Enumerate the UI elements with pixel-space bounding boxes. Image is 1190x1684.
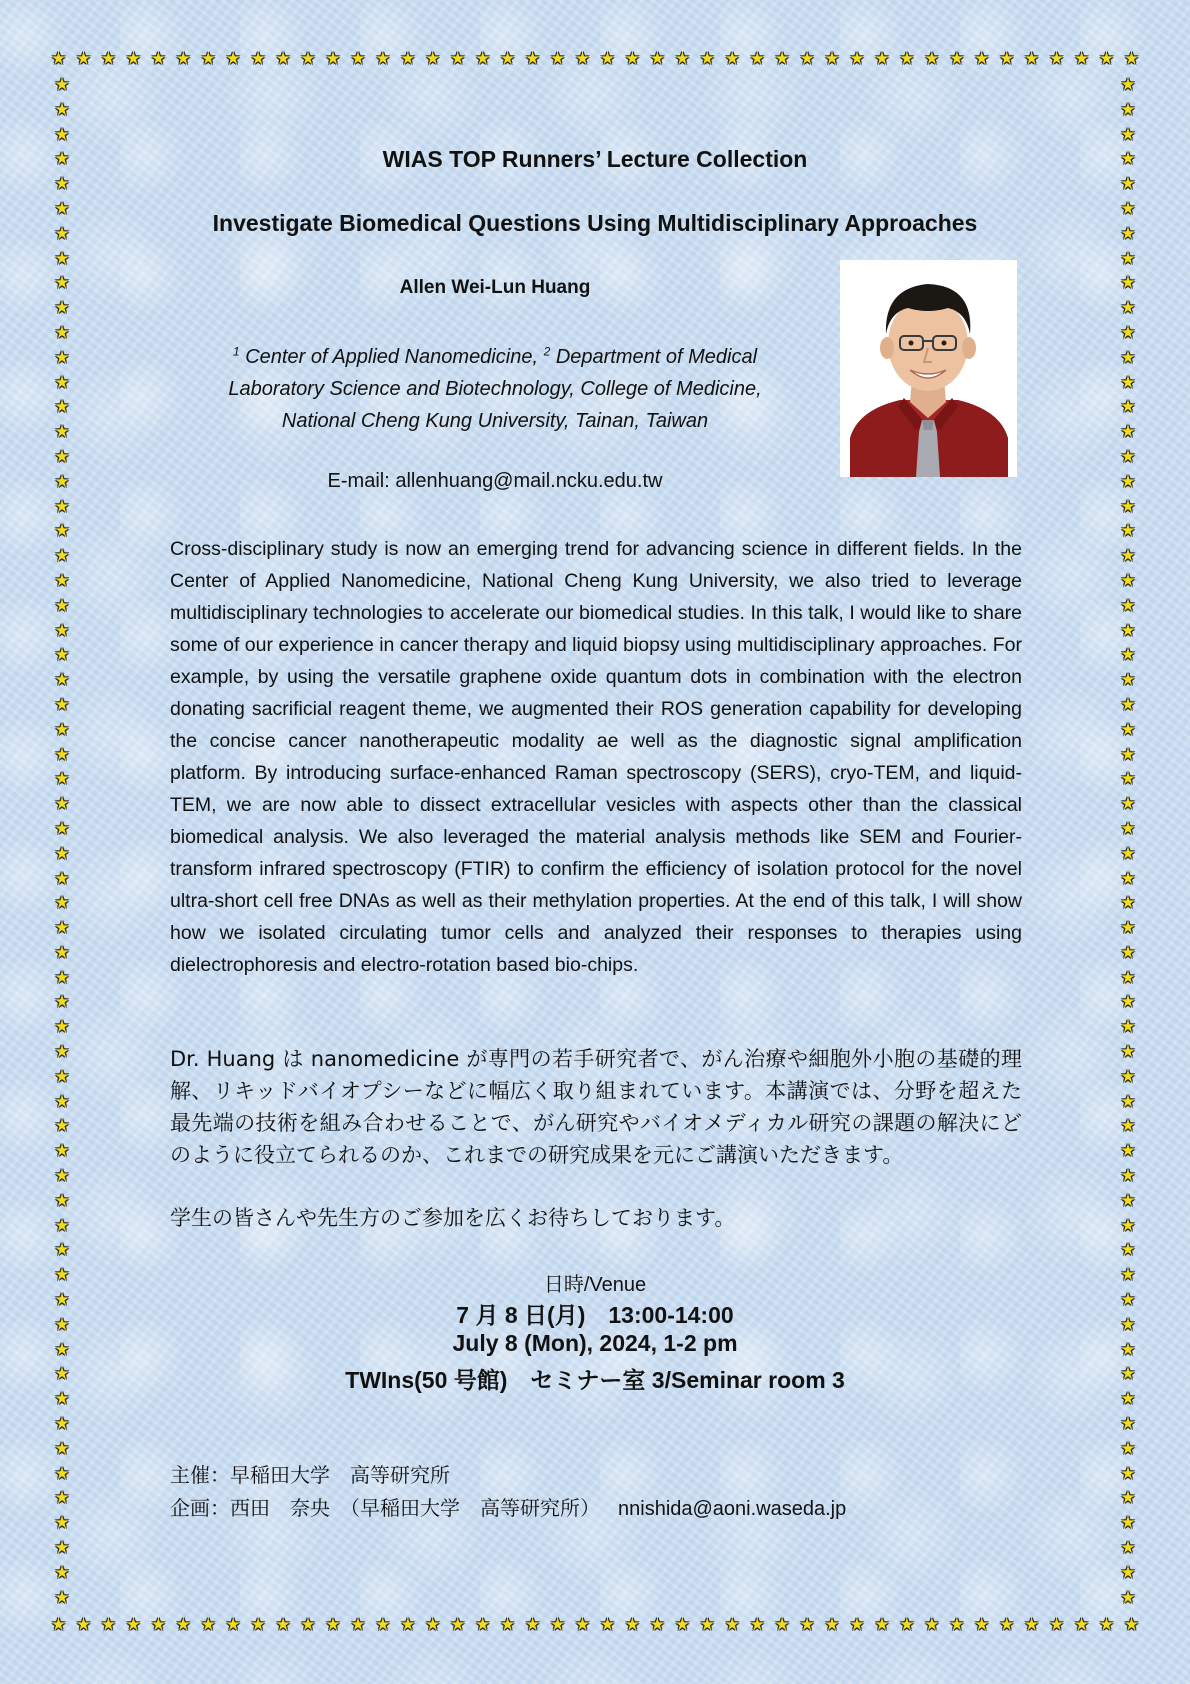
star-icon: ★ bbox=[54, 124, 70, 144]
star-icon: ★ bbox=[54, 422, 70, 442]
star-icon: ★ bbox=[250, 1614, 266, 1634]
star-icon: ★ bbox=[54, 75, 70, 94]
star-icon: ★ bbox=[549, 1614, 566, 1634]
star-icon: ★ bbox=[749, 1614, 765, 1634]
star-icon: ★ bbox=[54, 521, 70, 541]
star-icon: ★ bbox=[1120, 1042, 1136, 1062]
star-icon: ★ bbox=[1120, 645, 1136, 665]
star-icon: ★ bbox=[54, 174, 70, 194]
star-icon: ★ bbox=[54, 1389, 70, 1409]
organizer-host: 主催：早稲田大学 高等研究所 bbox=[170, 1463, 450, 1487]
star-icon: ★ bbox=[450, 1614, 466, 1634]
star-icon: ★ bbox=[774, 48, 790, 68]
star-icon: ★ bbox=[974, 1614, 990, 1634]
star-icon: ★ bbox=[400, 1614, 416, 1634]
star-icon: ★ bbox=[524, 48, 541, 68]
star-icon: ★ bbox=[54, 1091, 70, 1111]
star-icon: ★ bbox=[54, 868, 70, 888]
star-icon: ★ bbox=[54, 372, 70, 392]
star-icon: ★ bbox=[1120, 595, 1136, 615]
star-icon: ★ bbox=[1120, 496, 1136, 516]
star-icon: ★ bbox=[1120, 1190, 1136, 1210]
star-icon: ★ bbox=[874, 1614, 890, 1634]
star-icon: ★ bbox=[54, 298, 70, 318]
star-icon: ★ bbox=[1120, 1488, 1136, 1508]
affiliation-line-3: National Cheng Kung University, Tainan, Taiwan bbox=[281, 410, 709, 432]
star-icon: ★ bbox=[1120, 694, 1136, 714]
star-icon: ★ bbox=[1120, 570, 1136, 590]
star-icon: ★ bbox=[54, 1017, 70, 1037]
lecture-title: Investigate Biomedical Questions Using Multidisciplinary Approaches bbox=[212, 210, 978, 236]
star-icon: ★ bbox=[1120, 1166, 1136, 1186]
star-icon: ★ bbox=[54, 1042, 70, 1062]
star-icon: ★ bbox=[774, 1614, 790, 1634]
star-icon: ★ bbox=[275, 1614, 291, 1634]
star-icon: ★ bbox=[1120, 1240, 1136, 1260]
star-icon: ★ bbox=[1073, 1614, 1090, 1634]
star-icon: ★ bbox=[475, 48, 491, 68]
star-icon: ★ bbox=[54, 992, 70, 1012]
star-icon: ★ bbox=[225, 48, 241, 68]
series-title: WIAS TOP Runners’ Lecture Collection bbox=[382, 146, 808, 172]
affiliation-mark-2: 2 bbox=[543, 344, 551, 359]
star-border-right bbox=[1116, 76, 1140, 1606]
venue-label: 日時/Venue bbox=[543, 1274, 647, 1296]
star-icon: ★ bbox=[375, 1614, 391, 1634]
star-icon: ★ bbox=[175, 48, 191, 68]
star-icon: ★ bbox=[75, 48, 92, 68]
star-icon: ★ bbox=[1120, 1066, 1136, 1086]
star-icon: ★ bbox=[425, 1614, 441, 1634]
affiliation-part-2: Department of Medical bbox=[555, 346, 758, 368]
star-icon: ★ bbox=[54, 99, 70, 119]
speaker-photo bbox=[840, 260, 1017, 477]
star-icon: ★ bbox=[54, 1141, 70, 1161]
star-icon: ★ bbox=[1120, 719, 1136, 739]
star-icon: ★ bbox=[54, 769, 70, 789]
star-icon: ★ bbox=[1024, 48, 1040, 68]
star-icon: ★ bbox=[75, 1614, 92, 1634]
star-icon: ★ bbox=[799, 48, 815, 68]
star-icon: ★ bbox=[325, 1614, 341, 1634]
star-icon: ★ bbox=[54, 744, 70, 764]
star-icon: ★ bbox=[1120, 1290, 1136, 1310]
star-icon: ★ bbox=[1120, 769, 1136, 789]
star-icon: ★ bbox=[54, 149, 70, 169]
star-icon: ★ bbox=[674, 48, 690, 68]
star-icon: ★ bbox=[1120, 1463, 1136, 1483]
star-icon: ★ bbox=[1120, 843, 1136, 863]
affiliation-line-1 bbox=[190, 341, 800, 373]
star-icon: ★ bbox=[54, 273, 70, 293]
star-icon: ★ bbox=[54, 248, 70, 268]
star-icon: ★ bbox=[250, 48, 266, 68]
star-icon: ★ bbox=[350, 1614, 366, 1634]
star-icon: ★ bbox=[724, 1614, 740, 1634]
star-icon: ★ bbox=[225, 1614, 241, 1634]
star-icon: ★ bbox=[1120, 1215, 1136, 1235]
star-icon: ★ bbox=[54, 694, 70, 714]
star-icon: ★ bbox=[1120, 273, 1136, 293]
organizer-planner bbox=[170, 1492, 1030, 1521]
star-icon: ★ bbox=[54, 198, 70, 218]
star-icon: ★ bbox=[54, 818, 70, 838]
star-icon: ★ bbox=[1120, 818, 1136, 838]
star-icon: ★ bbox=[524, 1614, 541, 1634]
star-icon: ★ bbox=[1024, 1614, 1040, 1634]
venue-date-jp: 7 月 8 日(月) 13:00-14:00 bbox=[456, 1302, 734, 1328]
star-icon: ★ bbox=[54, 322, 70, 342]
affiliation-part-1: Center of Applied Nanomedicine, bbox=[245, 346, 544, 368]
star-icon: ★ bbox=[54, 719, 70, 739]
speaker-name: Allen Wei-Lun Huang bbox=[399, 277, 591, 298]
star-icon: ★ bbox=[54, 595, 70, 615]
star-icon: ★ bbox=[899, 48, 915, 68]
star-icon: ★ bbox=[1120, 992, 1136, 1012]
star-icon: ★ bbox=[1120, 868, 1136, 888]
star-icon: ★ bbox=[824, 1614, 840, 1634]
star-icon: ★ bbox=[849, 48, 865, 68]
star-icon: ★ bbox=[50, 1614, 67, 1634]
star-icon: ★ bbox=[1120, 546, 1136, 566]
star-icon: ★ bbox=[649, 1614, 665, 1634]
star-icon: ★ bbox=[100, 48, 117, 68]
star-icon: ★ bbox=[749, 48, 765, 68]
planner-email-link[interactable]: nnishida@aoni.waseda.jp bbox=[618, 1498, 847, 1520]
star-icon: ★ bbox=[1120, 670, 1136, 690]
star-icon: ★ bbox=[54, 967, 70, 987]
star-icon: ★ bbox=[1120, 1364, 1136, 1384]
star-icon: ★ bbox=[1120, 422, 1136, 442]
star-icon: ★ bbox=[200, 1614, 216, 1634]
star-icon: ★ bbox=[874, 48, 890, 68]
star-icon: ★ bbox=[1120, 149, 1136, 169]
star-icon: ★ bbox=[1120, 198, 1136, 218]
star-icon: ★ bbox=[275, 48, 291, 68]
star-icon: ★ bbox=[1120, 1116, 1136, 1136]
japanese-invitation: 学生の皆さんや先生方のご参加を広くお待ちしております。 bbox=[170, 1206, 736, 1230]
star-icon: ★ bbox=[54, 843, 70, 863]
star-icon: ★ bbox=[54, 1190, 70, 1210]
venue-place: TWIns(50 号館) セミナー室 3/Seminar room 3 bbox=[345, 1367, 845, 1393]
star-icon: ★ bbox=[425, 48, 441, 68]
star-icon: ★ bbox=[150, 1614, 166, 1634]
star-icon: ★ bbox=[54, 1339, 70, 1359]
star-icon: ★ bbox=[54, 496, 70, 516]
star-icon: ★ bbox=[1120, 521, 1136, 541]
star-icon: ★ bbox=[54, 1215, 70, 1235]
star-icon: ★ bbox=[54, 471, 70, 491]
star-icon: ★ bbox=[175, 1614, 191, 1634]
star-icon: ★ bbox=[150, 48, 166, 68]
star-icon: ★ bbox=[125, 1614, 141, 1634]
star-icon: ★ bbox=[574, 1614, 591, 1634]
star-icon: ★ bbox=[1049, 48, 1065, 68]
star-icon: ★ bbox=[1120, 372, 1136, 392]
star-icon: ★ bbox=[54, 645, 70, 665]
star-icon: ★ bbox=[100, 1614, 117, 1634]
star-icon: ★ bbox=[599, 48, 616, 68]
star-icon: ★ bbox=[1049, 1614, 1065, 1634]
star-icon: ★ bbox=[1120, 1414, 1136, 1434]
star-icon: ★ bbox=[1120, 893, 1136, 913]
star-icon: ★ bbox=[949, 48, 965, 68]
star-icon: ★ bbox=[1120, 918, 1136, 938]
star-icon: ★ bbox=[500, 48, 516, 68]
star-icon: ★ bbox=[54, 1265, 70, 1285]
star-icon: ★ bbox=[54, 1488, 70, 1508]
star-icon: ★ bbox=[54, 893, 70, 913]
star-icon: ★ bbox=[54, 1414, 70, 1434]
star-icon: ★ bbox=[400, 48, 416, 68]
star-icon: ★ bbox=[1120, 1141, 1136, 1161]
star-icon: ★ bbox=[1120, 124, 1136, 144]
star-icon: ★ bbox=[54, 918, 70, 938]
star-icon: ★ bbox=[54, 1463, 70, 1483]
star-icon: ★ bbox=[1073, 48, 1090, 68]
star-icon: ★ bbox=[1120, 942, 1136, 962]
star-border-left bbox=[50, 76, 74, 1606]
speaker-affiliation bbox=[190, 341, 800, 437]
star-icon: ★ bbox=[325, 48, 341, 68]
star-icon: ★ bbox=[949, 1614, 965, 1634]
star-icon: ★ bbox=[1120, 1438, 1136, 1458]
star-icon: ★ bbox=[699, 48, 715, 68]
affiliation-mark-1: 1 bbox=[232, 344, 240, 359]
star-icon: ★ bbox=[1120, 1265, 1136, 1285]
star-border-top bbox=[50, 46, 1140, 70]
star-icon: ★ bbox=[999, 1614, 1015, 1634]
star-icon: ★ bbox=[1120, 1314, 1136, 1334]
star-icon: ★ bbox=[724, 48, 740, 68]
star-icon: ★ bbox=[54, 670, 70, 690]
star-icon: ★ bbox=[54, 223, 70, 243]
star-icon: ★ bbox=[1098, 48, 1115, 68]
star-icon: ★ bbox=[924, 1614, 940, 1634]
star-icon: ★ bbox=[624, 1614, 641, 1634]
star-icon: ★ bbox=[450, 48, 466, 68]
star-icon: ★ bbox=[1120, 1562, 1136, 1582]
star-icon: ★ bbox=[1120, 397, 1136, 417]
star-icon: ★ bbox=[1120, 1339, 1136, 1359]
venue-date-en: July 8 (Mon), 2024, 1-2 pm bbox=[452, 1330, 738, 1356]
star-icon: ★ bbox=[54, 1587, 70, 1607]
star-icon: ★ bbox=[1120, 347, 1136, 367]
star-icon: ★ bbox=[824, 48, 840, 68]
star-icon: ★ bbox=[1120, 1538, 1136, 1558]
star-icon: ★ bbox=[1123, 48, 1140, 68]
star-icon: ★ bbox=[54, 546, 70, 566]
speaker-email: E-mail: allenhuang@mail.ncku.edu.tw bbox=[327, 470, 663, 492]
star-icon: ★ bbox=[54, 942, 70, 962]
star-icon: ★ bbox=[54, 1538, 70, 1558]
star-icon: ★ bbox=[1120, 75, 1136, 94]
star-icon: ★ bbox=[1120, 620, 1136, 640]
star-icon: ★ bbox=[849, 1614, 865, 1634]
star-icon: ★ bbox=[799, 1614, 815, 1634]
star-icon: ★ bbox=[350, 48, 366, 68]
star-icon: ★ bbox=[624, 48, 641, 68]
star-icon: ★ bbox=[1098, 1614, 1115, 1634]
star-icon: ★ bbox=[899, 1614, 915, 1634]
star-icon: ★ bbox=[300, 48, 316, 68]
star-icon: ★ bbox=[54, 1240, 70, 1260]
star-icon: ★ bbox=[300, 1614, 316, 1634]
star-icon: ★ bbox=[549, 48, 566, 68]
star-icon: ★ bbox=[1120, 1017, 1136, 1037]
star-icon: ★ bbox=[999, 48, 1015, 68]
star-icon: ★ bbox=[54, 794, 70, 814]
star-icon: ★ bbox=[375, 48, 391, 68]
star-icon: ★ bbox=[1120, 446, 1136, 466]
star-icon: ★ bbox=[54, 1438, 70, 1458]
star-icon: ★ bbox=[54, 1116, 70, 1136]
star-icon: ★ bbox=[1120, 1389, 1136, 1409]
star-icon: ★ bbox=[50, 48, 67, 68]
star-icon: ★ bbox=[924, 48, 940, 68]
star-icon: ★ bbox=[649, 48, 665, 68]
star-icon: ★ bbox=[1120, 248, 1136, 268]
star-icon: ★ bbox=[1120, 967, 1136, 987]
star-icon: ★ bbox=[125, 48, 141, 68]
star-icon: ★ bbox=[1120, 322, 1136, 342]
planner-name: 企画：西田 奈央 （早稲田大学 高等研究所） bbox=[170, 1496, 600, 1520]
star-icon: ★ bbox=[54, 347, 70, 367]
affiliation-line-2: Laboratory Science and Biotechnology, College of Medicine, bbox=[228, 378, 762, 400]
star-icon: ★ bbox=[54, 397, 70, 417]
star-icon: ★ bbox=[1123, 1614, 1140, 1634]
star-icon: ★ bbox=[54, 620, 70, 640]
star-icon: ★ bbox=[54, 1066, 70, 1086]
japanese-description: Dr. Huang は nanomedicine が専門の若手研究者で、がん治療や細胞外小胞の基礎的理解、リキッドバイオプシーなどに幅広く取り組まれています。本講演では、分野を超えた最先端の技術を組み合わせることで、がん研究やバイオメディカル研究の課題の解決にどのように役立てられるのか、これまでの研究成果を元にご講演いただきます。 bbox=[170, 1047, 1022, 1167]
star-icon: ★ bbox=[1120, 174, 1136, 194]
star-icon: ★ bbox=[54, 1562, 70, 1582]
star-icon: ★ bbox=[54, 1166, 70, 1186]
star-icon: ★ bbox=[1120, 298, 1136, 318]
star-icon: ★ bbox=[54, 1314, 70, 1334]
star-icon: ★ bbox=[699, 1614, 715, 1634]
star-icon: ★ bbox=[1120, 744, 1136, 764]
star-icon: ★ bbox=[974, 48, 990, 68]
star-icon: ★ bbox=[574, 48, 591, 68]
star-icon: ★ bbox=[1120, 1587, 1136, 1607]
star-icon: ★ bbox=[1120, 1091, 1136, 1111]
star-icon: ★ bbox=[500, 1614, 516, 1634]
abstract-text: Cross-disciplinary study is now an emerging trend for advancing science in different fields. In the Center of Applied Nanomedicine, National Cheng Kung University, we also tried to leverage multidisciplinary technologies to accelerate our biomedical studies. In this talk, I would like to share some of our experience in cancer therapy and liquid biopsy using multidisciplinary approaches. For example, by using the versatile graphene oxide quantum dots in combination with the electron donating sacrificial reagent theme, we augmented their ROS generation capability for developing the concise cancer nanotherapeutic modality ae well as the diagnostic signal amplification platform. By introducing surface-enhanced Raman spectroscopy (SERS), cryo-TEM, and liquid-TEM, we are now able to dissect extracellular vesicles with aspects other than the classical biomedical analysis. We also leveraged the material analysis methods like SEM and Fourier-transform infrared spectroscopy (FTIR) to confirm the efficiency of isolation protocol for the novel ultra-short cell free DNAs as well as their methylation properties. At the end of this talk, I will show how we isolated circulating tumor cells and analyzed their responses to therapies using dielectrophoresis and electro-rotation based bio-chips. bbox=[170, 538, 1022, 976]
star-icon: ★ bbox=[54, 1364, 70, 1384]
star-icon: ★ bbox=[54, 1513, 70, 1533]
star-icon: ★ bbox=[475, 1614, 491, 1634]
star-icon: ★ bbox=[1120, 794, 1136, 814]
star-icon: ★ bbox=[674, 1614, 690, 1634]
star-icon: ★ bbox=[1120, 1513, 1136, 1533]
star-icon: ★ bbox=[599, 1614, 616, 1634]
star-icon: ★ bbox=[1120, 471, 1136, 491]
star-icon: ★ bbox=[200, 48, 216, 68]
star-icon: ★ bbox=[54, 1290, 70, 1310]
star-icon: ★ bbox=[54, 570, 70, 590]
star-icon: ★ bbox=[1120, 99, 1136, 119]
star-border-bottom bbox=[50, 1612, 1140, 1636]
star-icon: ★ bbox=[54, 446, 70, 466]
star-icon: ★ bbox=[1120, 223, 1136, 243]
